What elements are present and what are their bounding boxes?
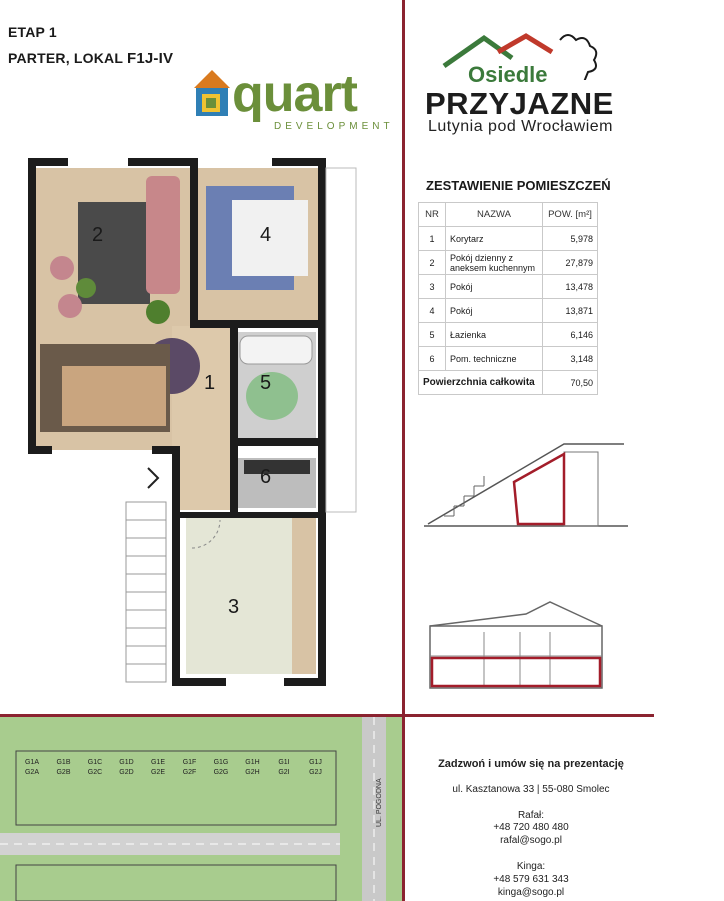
contact-person2-name: Kinga:: [516, 861, 546, 872]
contact-person1-name: Rafał:: [517, 810, 545, 821]
column-header-nr: NR: [419, 203, 446, 227]
site-plan-background: [0, 717, 402, 901]
room-name: Łazienka: [446, 323, 543, 347]
site-unit-label-bottom: G2D: [119, 769, 134, 776]
elevation-diagram: [426, 596, 606, 692]
room-label-6: 6: [260, 466, 272, 488]
site-unit-label-bottom: G2I: [278, 769, 290, 776]
contact-cta: Zadzwoń i umów się na prezentację: [438, 758, 624, 770]
room-name: Pokój: [446, 299, 543, 323]
room-table-title: ZESTAWIENIE POMIESZCZEŃ: [426, 178, 611, 193]
site-unit-label-bottom: G2F: [182, 769, 197, 776]
total-value: 70,50: [543, 371, 598, 395]
table-row: [419, 299, 598, 323]
room-table-header: [419, 203, 598, 227]
site-unit-label-top: G1H: [245, 759, 260, 766]
site-plan: [0, 717, 402, 901]
unit-code: F1J-IV: [126, 50, 174, 67]
room-label-4: 4: [260, 224, 272, 246]
room-area: 13,478: [543, 275, 598, 299]
site-unit-label-bottom: G2G: [213, 769, 229, 776]
room-label-2: 2: [92, 224, 104, 246]
contact-person2-phone[interactable]: +48 579 631 343: [493, 874, 569, 885]
site-unit-label-top: G1D: [119, 759, 134, 766]
stage-label: ETAP 1: [8, 24, 57, 40]
column-header-area: POW. [m²]: [543, 203, 598, 227]
room-nr: 5: [419, 323, 446, 347]
site-unit-label-top: G1C: [87, 759, 103, 766]
developer-name: quart: [232, 65, 357, 123]
estate-name-line1: Osiedle: [468, 62, 548, 87]
room-label-3: 3: [228, 596, 240, 618]
room-name: Pom. techniczne: [446, 347, 543, 371]
site-unit-label-top: G1J: [309, 759, 322, 766]
room-label-5: 5: [260, 372, 272, 394]
table-row: [419, 251, 598, 275]
quart-house-logo-icon: [190, 66, 234, 122]
site-unit-label-top: G1F: [182, 759, 197, 766]
contact-address: ul. Kasztanowa 33 | 55-080 Smolec: [452, 784, 610, 795]
contact-person1-phone[interactable]: +48 720 480 480: [493, 822, 569, 833]
room-area: 6,146: [543, 323, 598, 347]
site-unit-label-bottom: G2H: [245, 769, 260, 776]
table-row: [419, 275, 598, 299]
floor-plan: [0, 140, 380, 700]
vertical-divider: [402, 0, 405, 901]
room-area: 27,879: [543, 251, 598, 275]
site-unit-label-top: G1G: [213, 759, 229, 766]
site-unit-label-bottom: G2B: [56, 769, 71, 776]
estate-location: Lutynia pod Wrocławiem: [428, 118, 614, 135]
room-nr: 2: [419, 251, 446, 275]
estate-name-line2: PRZYJAZNE: [425, 86, 614, 121]
table-row: [419, 323, 598, 347]
contact-person1-email[interactable]: rafal@sogo.pl: [500, 835, 562, 846]
room-nr: 4: [419, 299, 446, 323]
table-row: [419, 227, 598, 251]
room-area: 13,871: [543, 299, 598, 323]
site-unit-label-top: G1E: [150, 759, 165, 766]
site-unit-label-top: G1B: [56, 759, 71, 766]
unit-prefix: PARTER, LOKAL: [8, 50, 127, 66]
total-row: [419, 371, 598, 395]
contact-person2-email[interactable]: kinga@sogo.pl: [497, 887, 565, 898]
site-unit-label-bottom: G2C: [87, 769, 103, 776]
site-unit-label-top: G1I: [278, 759, 290, 766]
room-name: Pokój: [446, 275, 543, 299]
site-unit-label-bottom: G2J: [309, 769, 322, 776]
room-area: 3,148: [543, 347, 598, 371]
street-label: UL. POGODNA: [376, 778, 383, 827]
room-nr: 3: [419, 275, 446, 299]
section-diagram: [424, 440, 628, 530]
room-area: 5,978: [543, 227, 598, 251]
table-row: [419, 347, 598, 371]
room-nr: 6: [419, 347, 446, 371]
room-table: [418, 202, 598, 395]
unit-label: [8, 50, 173, 67]
room-label-1: 1: [204, 372, 216, 394]
room-name: Korytarz: [446, 227, 543, 251]
column-header-name: NAZWA: [446, 203, 543, 227]
site-unit-label-bottom: G2E: [150, 769, 165, 776]
room-name: Pokój dzienny z aneksem kuchennym: [446, 251, 543, 275]
site-unit-label-top: G1A: [24, 759, 39, 766]
developer-tagline: DEVELOPMENT: [274, 121, 394, 132]
site-unit-label-bottom: G2A: [24, 769, 39, 776]
room-nr: 1: [419, 227, 446, 251]
total-label: Powierzchnia całkowita: [419, 371, 543, 395]
